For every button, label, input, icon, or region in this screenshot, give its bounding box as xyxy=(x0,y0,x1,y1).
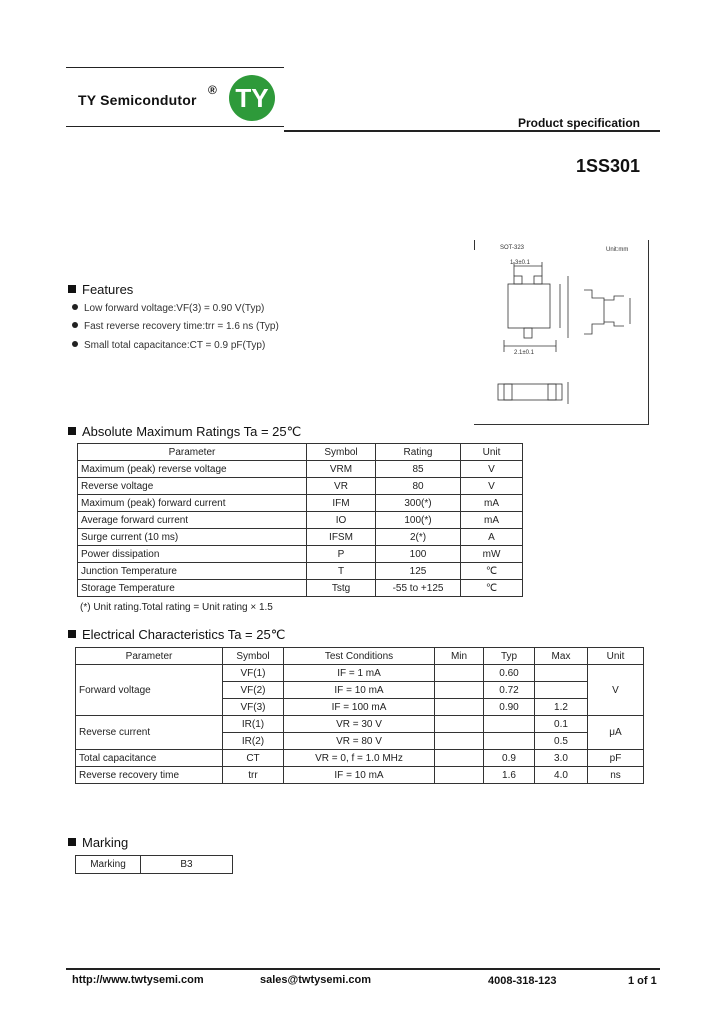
feature-item xyxy=(72,303,264,314)
table-header-row xyxy=(78,444,523,461)
cell-parameter: Surge current (10 ms) xyxy=(78,529,307,546)
feature-item xyxy=(72,340,265,351)
col-header-min: Min xyxy=(435,648,484,665)
cell-symbol: VF(1) xyxy=(223,665,284,682)
cell-symbol: VRM xyxy=(307,461,376,478)
part-number: 1SS301 xyxy=(575,156,640,176)
dim-label-length: 2.1±0.1 xyxy=(514,350,534,356)
col-header-unit: Unit xyxy=(461,444,523,461)
col-header-rating: Rating xyxy=(376,444,461,461)
cell-symbol: IFM xyxy=(307,495,376,512)
abs-max-heading-text: Absolute Maximum Ratings Ta = 25℃ xyxy=(82,424,302,439)
cell-typ: 0.90 xyxy=(484,699,535,716)
dim-label-width: 1.3±0.1 xyxy=(510,260,530,266)
cell-conditions: IF = 10 mA xyxy=(284,682,435,699)
cell-rating: 100 xyxy=(376,546,461,563)
cell-rating: 125 xyxy=(376,563,461,580)
table-row xyxy=(78,563,523,580)
cell-parameter: Power dissipation xyxy=(78,546,307,563)
cell-conditions: IF = 1 mA xyxy=(284,665,435,682)
cell-max: 1.2 xyxy=(535,699,588,716)
cell-min xyxy=(435,733,484,750)
logo-text: TY xyxy=(235,83,269,113)
footer-website-link[interactable]: http://www.twtysemi.com xyxy=(72,974,204,986)
cell-min xyxy=(435,750,484,767)
table-row xyxy=(76,750,644,767)
cell-max: 0.5 xyxy=(535,733,588,750)
col-header-symbol: Symbol xyxy=(223,648,284,665)
table-row xyxy=(78,529,523,546)
cell-max xyxy=(535,665,588,682)
cell-conditions: VR = 0, f = 1.0 MHz xyxy=(284,750,435,767)
col-header-typ: Typ xyxy=(484,648,535,665)
cell-symbol: P xyxy=(307,546,376,563)
cell-max: 3.0 xyxy=(535,750,588,767)
col-header-max: Max xyxy=(535,648,588,665)
cell-conditions: IF = 100 mA xyxy=(284,699,435,716)
company-logo xyxy=(229,75,275,121)
cell-symbol: T xyxy=(307,563,376,580)
cell-unit: pF xyxy=(588,750,644,767)
cell-typ: 0.60 xyxy=(484,665,535,682)
elec-char-table xyxy=(75,647,644,784)
product-specification-label: Product specification xyxy=(517,116,640,130)
package-unit: Unit:mm xyxy=(606,247,629,253)
marking-heading-text: Marking xyxy=(82,835,129,850)
feature-text: Low forward voltage:VF(3) = 0.90 V(Typ) xyxy=(84,303,265,314)
package-drawing xyxy=(474,240,649,425)
cell-typ: 0.9 xyxy=(484,750,535,767)
col-header-parameter: Parameter xyxy=(76,648,223,665)
col-header-conditions: Test Conditions xyxy=(284,648,435,665)
table-row xyxy=(78,512,523,529)
cell-parameter: Storage Temperature xyxy=(78,580,307,597)
cell-parameter: Maximum (peak) reverse voltage xyxy=(78,461,307,478)
feature-item xyxy=(72,321,279,332)
package-title: SOT-323 xyxy=(500,245,525,251)
cell-symbol: IFSM xyxy=(307,529,376,546)
cell-symbol: VF(2) xyxy=(223,682,284,699)
table-row xyxy=(78,461,523,478)
cell-unit: mA xyxy=(461,512,523,529)
cell-rating: -55 to +125 xyxy=(376,580,461,597)
cell-unit: mA xyxy=(461,495,523,512)
footer-phone: 4008-318-123 xyxy=(488,975,557,987)
cell-parameter: Forward voltage xyxy=(76,665,223,716)
col-header-unit: Unit xyxy=(588,648,644,665)
cell-conditions: VR = 30 V xyxy=(284,716,435,733)
cell-min xyxy=(435,699,484,716)
cell-max: 4.0 xyxy=(535,767,588,784)
cell-unit: μA xyxy=(588,716,644,750)
table-row xyxy=(76,767,644,784)
registered-mark: ® xyxy=(208,83,217,97)
cell-rating: 300(*) xyxy=(376,495,461,512)
cell-min xyxy=(435,665,484,682)
cell-rating: 100(*) xyxy=(376,512,461,529)
cell-parameter: Reverse voltage xyxy=(78,478,307,495)
cell-min xyxy=(435,767,484,784)
elec-heading xyxy=(68,627,285,643)
cell-parameter: Junction Temperature xyxy=(78,563,307,580)
cell-rating: 2(*) xyxy=(376,529,461,546)
cell-symbol: VF(3) xyxy=(223,699,284,716)
cell-parameter: Average forward current xyxy=(78,512,307,529)
col-header-parameter: Parameter xyxy=(78,444,307,461)
brand-name: TY Semicondutor xyxy=(78,92,197,108)
cell-parameter: Reverse current xyxy=(76,716,223,750)
page-number: 1 of 1 xyxy=(628,975,657,987)
table-row xyxy=(76,716,644,733)
cell-max: 0.1 xyxy=(535,716,588,733)
cell-unit: ns xyxy=(588,767,644,784)
cell-conditions: IF = 10 mA xyxy=(284,767,435,784)
cell-symbol: IR(2) xyxy=(223,733,284,750)
table-row xyxy=(78,546,523,563)
cell-rating: 85 xyxy=(376,461,461,478)
cell-conditions: VR = 80 V xyxy=(284,733,435,750)
cell-parameter: Reverse recovery time xyxy=(76,767,223,784)
cell-max xyxy=(535,682,588,699)
features-heading-text: Features xyxy=(82,282,134,297)
cell-unit: A xyxy=(461,529,523,546)
table-row xyxy=(78,495,523,512)
cell-unit: V xyxy=(588,665,644,716)
marking-label: Marking xyxy=(76,856,141,874)
cell-parameter: Total capacitance xyxy=(76,750,223,767)
cell-symbol: trr xyxy=(223,767,284,784)
cell-typ: 0.72 xyxy=(484,682,535,699)
table-row xyxy=(76,856,233,874)
cell-parameter: Maximum (peak) forward current xyxy=(78,495,307,512)
cell-rating: 80 xyxy=(376,478,461,495)
cell-typ xyxy=(484,716,535,733)
cell-min xyxy=(435,682,484,699)
table-row xyxy=(78,580,523,597)
table-row xyxy=(76,665,644,682)
cell-symbol: CT xyxy=(223,750,284,767)
feature-text: Fast reverse recovery time:trr = 1.6 ns (Typ) xyxy=(84,321,279,332)
col-header-symbol: Symbol xyxy=(307,444,376,461)
unit-rating-note: (*) Unit rating.Total rating = Unit rating × 1.5 xyxy=(80,602,273,613)
feature-text: Small total capacitance:CT = 0.9 pF(Typ) xyxy=(84,340,266,351)
marking-heading xyxy=(68,835,128,850)
cell-unit: ℃ xyxy=(461,580,523,597)
cell-symbol: IO xyxy=(307,512,376,529)
cell-unit: mW xyxy=(461,546,523,563)
cell-symbol: IR(1) xyxy=(223,716,284,733)
elec-heading-text: Electrical Characteristics Ta = 25℃ xyxy=(82,627,286,642)
abs-max-heading xyxy=(68,424,301,440)
cell-typ xyxy=(484,733,535,750)
cell-symbol: VR xyxy=(307,478,376,495)
features-heading xyxy=(68,282,133,297)
cell-unit: ℃ xyxy=(461,563,523,580)
cell-unit: V xyxy=(461,478,523,495)
table-header-row xyxy=(76,648,644,665)
table-row xyxy=(78,478,523,495)
abs-max-table xyxy=(77,443,523,597)
marking-value: B3 xyxy=(141,856,233,874)
cell-symbol: Tstg xyxy=(307,580,376,597)
cell-min xyxy=(435,716,484,733)
marking-table xyxy=(75,855,233,874)
cell-unit: V xyxy=(461,461,523,478)
cell-typ: 1.6 xyxy=(484,767,535,784)
footer-email-link[interactable]: sales@twtysemi.com xyxy=(260,974,371,986)
package-outline-svg xyxy=(484,254,644,422)
